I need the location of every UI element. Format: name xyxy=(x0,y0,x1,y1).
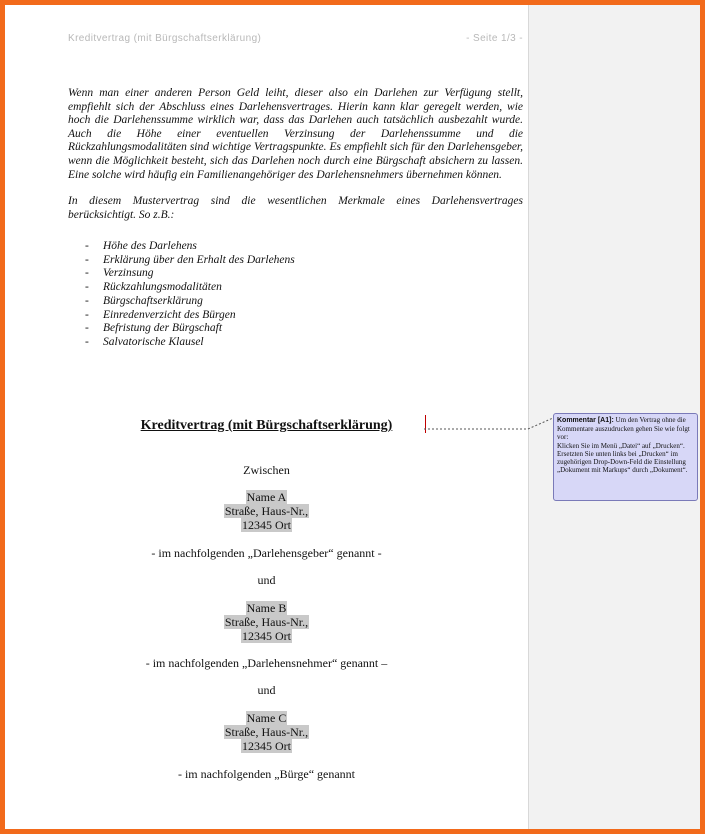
list-item: - Erklärung über den Erhalt des Darlehens xyxy=(85,254,485,268)
list-item: - Verzinsung xyxy=(85,267,485,281)
comment-lead: Um den Vertrag ohne die Kommentare auszudrucken gehen Sie wie folgt vor: xyxy=(557,416,690,442)
list-item: - Höhe des Darlehens xyxy=(85,240,485,254)
comment-text xyxy=(557,416,694,442)
party-c-role: - im nachfolgenden „Bürge“ genannt xyxy=(177,767,356,781)
party-a-name[interactable]: Name A xyxy=(246,490,287,504)
contract-title[interactable]: Kreditvertrag (mit Bürgschaftserklärung) xyxy=(140,418,393,433)
party-a-role: - im nachfolgenden „Darlehensgeber“ genannt - xyxy=(151,546,382,560)
list-item: - Rückzahlungsmodalitäten xyxy=(85,281,485,295)
list-item: - Einredenverzicht des Bürgen xyxy=(85,309,485,323)
comment-balloon[interactable] xyxy=(553,413,698,501)
intro-paragraph-1: Wenn man einer anderen Person Geld leiht, dieser also ein Darlehen zur Verfügung stellt, empfiehlt sich der Abschluss eines Darlehensvertrages. Hierin kann klar geregelt werden, wie hoch die Darlehenssumme wirklich war, dass das Darlehen auch tatsächlich ausbezahlt wurde. Auch die Höhe einer eventuellen Verzinsung der Darlehenssumme und die Rückzahlungsmodalitäten sind wichtige Vertragspunkte. Es empfiehlt sich für den Darlehensgeber, wenn die Möglichkeit besteht, sich das Darlehen noch durch eine Bürgschaft absichern zu lassen. Eine solche wird häufig ein Familienangehöriger des Darlehensnehmers übernehmen können. xyxy=(68,87,523,181)
list-item: - Befristung der Bürgschaft xyxy=(85,322,485,336)
party-b-role: - im nachfolgenden „Darlehensnehmer“ genannt – xyxy=(145,656,388,670)
comment-line-2: Klicken Sie im Menü „Datei“ auf „Drucken“. xyxy=(557,441,685,450)
intro-paragraph-2: In diesem Mustervertrag sind die wesentlichen Merkmale eines Darlehensvertrages berücksichtigt. So z.B.: xyxy=(68,195,523,221)
party-a-city[interactable]: 12345 Ort xyxy=(242,518,291,532)
party-b-street[interactable]: Straße, Haus-Nr., xyxy=(224,615,309,629)
party-c-name[interactable]: Name C xyxy=(246,711,287,725)
list-item: - Bürgschaftserklärung xyxy=(85,295,485,309)
between-label: Zwischen xyxy=(243,463,290,477)
and-label-1: und xyxy=(257,573,276,587)
and-label-2: und xyxy=(257,683,276,697)
comment-line-3: Ersetzten Sie unten links bei „Drucken“ im zugehörigen Drop-Down-Feld die Einstellung „Dokument mit Markups“ durch „Dokument“. xyxy=(557,449,688,475)
party-c-city[interactable]: 12345 Ort xyxy=(242,739,291,753)
party-b-city[interactable]: 12345 Ort xyxy=(242,629,291,643)
list-item: - Salvatorische Klausel xyxy=(85,336,485,350)
header-title: Kreditvertrag (mit Bürgschaftserklärung) xyxy=(68,33,262,44)
header-page-number: - Seite 1/3 - xyxy=(466,33,523,44)
party-b-name[interactable]: Name B xyxy=(246,601,287,615)
party-a-street[interactable]: Straße, Haus-Nr., xyxy=(224,504,309,518)
party-c-street[interactable]: Straße, Haus-Nr., xyxy=(224,725,309,739)
comment-label: Kommentar [A1]: xyxy=(557,417,614,424)
